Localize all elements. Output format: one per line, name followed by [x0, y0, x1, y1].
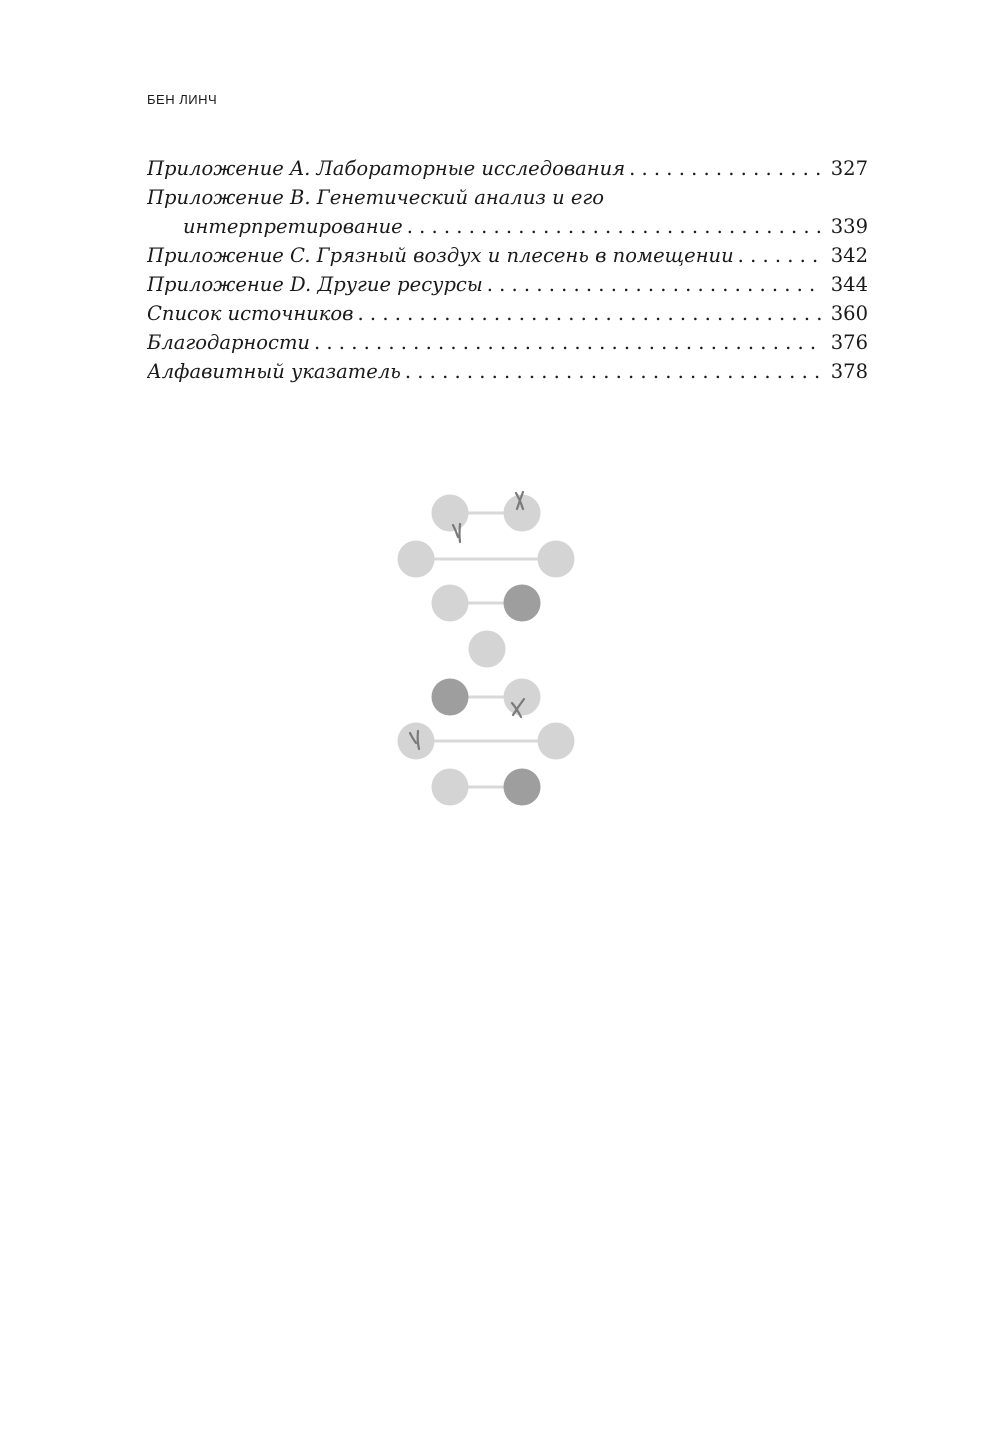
toc-entry-page: 376 [830, 331, 868, 354]
nucleotide-light [398, 541, 435, 578]
nucleotide-light [504, 495, 541, 532]
toc-entry-acknowledgements[interactable] [147, 328, 868, 357]
table-of-contents [147, 154, 868, 386]
nucleotide-light [432, 585, 469, 622]
toc-entry-appendix-b-line2[interactable] [147, 212, 868, 241]
toc-leader-dots [407, 212, 823, 241]
toc-entry-appendix-b-line1[interactable] [147, 183, 868, 212]
nucleotide-light [432, 495, 469, 532]
toc-entry-page: 360 [830, 302, 868, 325]
nucleotide-light [538, 723, 575, 760]
nucleotide-light [398, 723, 435, 760]
toc-entry-appendix-a[interactable] [147, 154, 868, 183]
toc-entry-title: Приложение A. Лабораторные исследования [147, 157, 626, 180]
toc-entry-references[interactable] [147, 299, 868, 328]
nucleotide-light [504, 679, 541, 716]
toc-leader-dots [314, 328, 823, 357]
toc-entry-title: Благодарности [147, 331, 310, 354]
toc-leader-dots [738, 241, 823, 270]
toc-entry-page: 378 [830, 360, 868, 383]
nucleotide-dark [504, 769, 541, 806]
toc-entry-index[interactable] [147, 357, 868, 386]
toc-entry-page: 342 [830, 244, 868, 267]
toc-entry-title: Приложение D. Другие ресурсы [147, 273, 483, 296]
dna-helix-illustration [390, 485, 585, 815]
toc-entry-title: Алфавитный указатель [147, 360, 401, 383]
nucleotide-dark [432, 679, 469, 716]
toc-entry-page: 344 [830, 273, 868, 296]
nucleotide-dark [504, 585, 541, 622]
toc-entry-title: Приложение B. Генетический анализ и его [147, 186, 605, 209]
toc-entry-page: 327 [830, 157, 868, 180]
nucleotide-light [432, 769, 469, 806]
toc-leader-dots [405, 357, 823, 386]
running-head: БЕН ЛИНЧ [147, 92, 218, 107]
toc-entry-appendix-c[interactable] [147, 241, 868, 270]
nucleotide-light [469, 631, 506, 668]
toc-leader-dots [629, 154, 823, 183]
toc-leader-dots [487, 270, 823, 299]
toc-leader-dots [358, 299, 823, 328]
toc-entry-page: 339 [830, 215, 868, 238]
toc-entry-title: Приложение C. Грязный воздух и плесень в помещении [147, 244, 734, 267]
toc-entry-title: интерпретирование [183, 215, 403, 238]
toc-entry-appendix-d[interactable] [147, 270, 868, 299]
toc-entry-title: Список источников [147, 302, 354, 325]
nucleotide-light [538, 541, 575, 578]
